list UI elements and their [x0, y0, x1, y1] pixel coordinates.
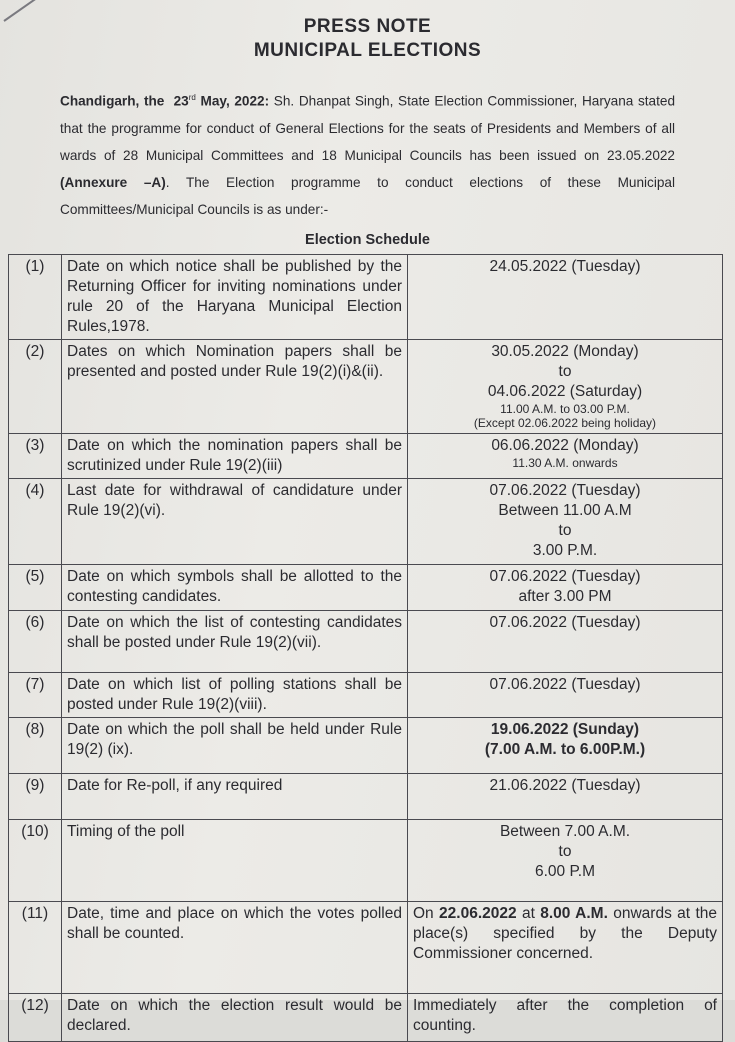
table-row — [9, 479, 723, 565]
row-number: (12) — [9, 994, 62, 1042]
row-number: (4) — [9, 479, 62, 565]
table-row — [9, 718, 723, 774]
row-number: (5) — [9, 565, 62, 611]
row-number: (8) — [9, 718, 62, 774]
date-line: to — [558, 363, 572, 380]
row-number: (1) — [9, 255, 62, 340]
intro-date: May, 2022: — [200, 93, 270, 109]
date-line: 07.06.2022 (Tuesday) — [489, 482, 641, 499]
row-number: (2) — [9, 340, 62, 434]
row-description: Date, time and place on which the votes polled shall be counted. — [62, 902, 408, 994]
row-date: 21.06.2022 (Tuesday) — [408, 774, 723, 820]
row-description: Date on which symbols shall be allotted to the contesting candidates. — [62, 565, 408, 611]
row-description: Date on which list of polling stations shall be posted under Rule 19(2)(viii). — [62, 673, 408, 718]
poll-date: 19.06.2022 (Sunday) — [490, 721, 640, 738]
date-line: 04.06.2022 (Saturday) — [487, 383, 643, 400]
row-description: Date for Re-poll, if any required — [62, 774, 408, 820]
date-line: 06.06.2022 (Monday) — [491, 437, 639, 454]
row-date — [408, 565, 723, 611]
count-place: onwards at the place(s) specified by the Deputy Commissioner concerned. — [413, 905, 718, 962]
row-description: Date on which notice shall be published by the Returning Officer for inviting nominations under rule 20 of the Haryana Municipal Election Rules,1978. — [62, 255, 408, 340]
table-row — [9, 902, 723, 994]
date-line: 3.00 P.M. — [532, 542, 598, 559]
row-date — [408, 820, 723, 902]
row-number: (7) — [9, 673, 62, 718]
date-line: 30.05.2022 (Monday) — [491, 343, 639, 360]
row-description: Date on which the poll shall be held under Rule 19(2) (ix). — [62, 718, 408, 774]
date-line: 6.00 P.M — [534, 863, 596, 880]
poll-time: (7.00 A.M. to 6.00P.M.) — [484, 741, 646, 758]
holiday-note: (Except 02.06.2022 being holiday) — [473, 416, 657, 430]
intro-annexure: (Annexure –A) — [60, 174, 166, 190]
count-date: 22.06.2022 — [439, 905, 517, 922]
row-date: 24.05.2022 (Tuesday) — [408, 255, 723, 340]
intro-text-1: Sh. Dhanpat Singh, State Election Commissioner, Haryana stated that the programme for conduct of General Elections for the seats of Presidents and Members of all wards of 28 Municipal Committees and 18 Municipal Councils has been issued on 23.05.2022 — [60, 93, 675, 163]
table-row — [9, 340, 723, 434]
table-row — [9, 255, 723, 340]
count-mid: at — [516, 905, 541, 922]
intro-day: 23 — [173, 93, 189, 109]
row-number: (3) — [9, 434, 62, 479]
intro-text-2: . The Election programme to conduct elections of these Municipal Committees/Municipal Councils is as under:- — [60, 174, 675, 217]
date-time-note: 11.00 A.M. to 03.00 P.M. — [500, 402, 630, 416]
row-number: (10) — [9, 820, 62, 902]
row-description: Timing of the poll — [62, 820, 408, 902]
table-row — [9, 673, 723, 718]
row-number: (6) — [9, 611, 62, 673]
row-date — [408, 340, 723, 434]
date-line: to — [558, 522, 572, 539]
row-description: Dates on which Nomination papers shall be presented and posted under Rule 19(2)(i)&(ii). — [62, 340, 408, 434]
municipal-elections-title: MUNICIPAL ELECTIONS — [253, 40, 482, 61]
row-date — [408, 718, 723, 774]
row-date: 07.06.2022 (Tuesday) — [408, 611, 723, 673]
table-row — [9, 565, 723, 611]
election-schedule-table — [8, 254, 723, 1042]
row-date — [408, 479, 723, 565]
count-pre: On — [413, 905, 440, 922]
intro-day-suffix: rd — [188, 93, 196, 102]
row-description: Last date for withdrawal of candidature under Rule 19(2)(vi). — [62, 479, 408, 565]
row-description: Date on which the nomination papers shall be scrutinized under Rule 19(2)(iii) — [62, 434, 408, 479]
row-description: Date on which the election result would be declared. — [62, 994, 408, 1042]
row-description: Date on which the list of contesting candidates shall be posted under Rule 19(2)(vii). — [62, 611, 408, 673]
date-line: Between 7.00 A.M. — [499, 823, 631, 840]
date-line: Between 11.00 A.M — [498, 502, 632, 519]
schedule-title: Election Schedule — [305, 232, 430, 248]
table-row — [9, 611, 723, 673]
row-number: (11) — [9, 902, 62, 994]
count-time: 8.00 A.M. — [540, 905, 608, 922]
date-line: after 3.00 PM — [518, 588, 612, 605]
intro-place: Chandigarh, the — [60, 93, 165, 109]
row-number: (9) — [9, 774, 62, 820]
table-row — [9, 434, 723, 479]
press-note-title: PRESS NOTE — [303, 16, 432, 37]
row-date: 07.06.2022 (Tuesday) — [408, 673, 723, 718]
row-date — [408, 902, 723, 994]
table-row — [9, 994, 723, 1042]
date-line: 11.30 A.M. onwards — [512, 456, 618, 470]
date-line: to — [558, 843, 572, 860]
row-date: Immediately after the completion of counting. — [408, 994, 723, 1042]
intro-paragraph — [60, 84, 675, 223]
table-row — [9, 820, 723, 902]
date-line: 07.06.2022 (Tuesday) — [489, 568, 641, 585]
row-date — [408, 434, 723, 479]
table-row — [9, 774, 723, 820]
